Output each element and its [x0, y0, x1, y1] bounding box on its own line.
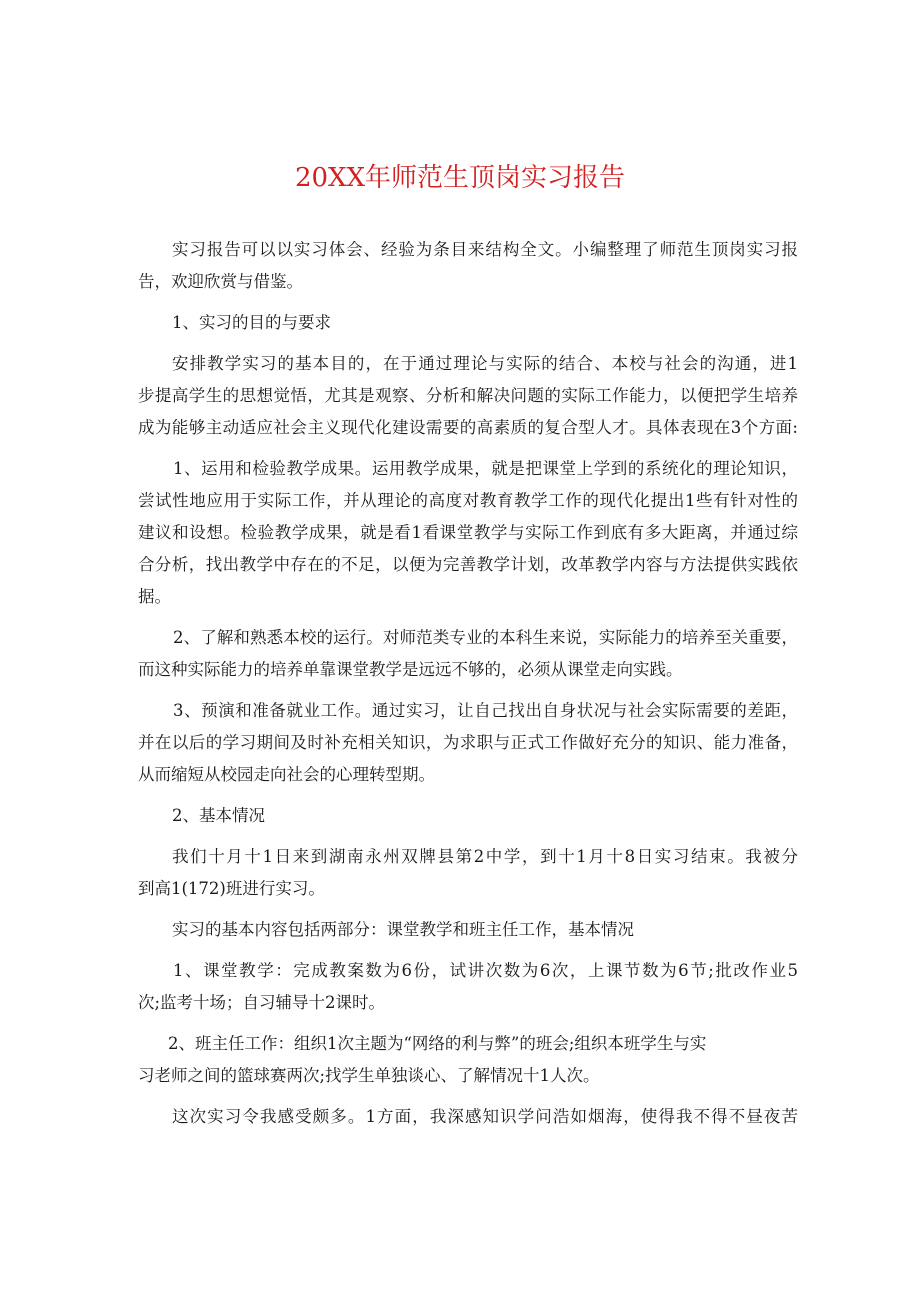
text-line: 尝试性地应用于实际工作，并从理论的高度对教育教学工作的现代化提出1些有针对性的	[138, 491, 798, 510]
text-line: 2、班主任工作：组织1次主题为“网络的利与弊”的班会;组织本班学生与实	[168, 1034, 707, 1053]
text-line: 并在以后的学习期间及时补充相关知识，为求职与正式工作做好充分的知识、能力准备，	[138, 733, 798, 752]
section-heading	[138, 800, 798, 832]
paragraph	[138, 695, 798, 791]
text-line: 这次实习令我感受颇多。1方面，我深感知识学问浩如烟海，使得我不得不昼夜苦	[172, 1107, 798, 1126]
paragraph	[138, 1028, 798, 1092]
text-line: 1、实习的目的与要求	[172, 313, 331, 332]
text-line: 3、预演和准备就业工作。通过实习，让自己找出自身状况与社会实际需要的差距，	[173, 701, 798, 720]
paragraph	[138, 914, 798, 946]
text-line: 1、运用和检验教学成果。运用教学成果，就是把课堂上学到的系统化的理论知识，	[173, 459, 798, 478]
paragraph	[138, 622, 798, 686]
paragraph	[138, 348, 798, 444]
text-line: 1、课堂教学：完成教案数为6份，试讲次数为6次，上课节数为6节;批改作业5	[173, 961, 798, 980]
text-line: 次;监考十场；自习辅导十2课时。	[138, 993, 386, 1012]
paragraph	[138, 1101, 798, 1133]
text-line: 安排教学实习的基本目的，在于通过理论与实际的结合、本校与社会的沟通，进1	[172, 354, 798, 373]
text-line: 2、基本情况	[172, 806, 265, 825]
text-line: 2、了解和熟悉本校的运行。对师范类专业的本科生来说，实际能力的培养至关重要，	[173, 628, 798, 647]
text-line: 成为能够主动适应社会主义现代化建设需要的高素质的复合型人才。具体表现在3个方面:	[138, 418, 798, 437]
text-line: 习老师之间的篮球赛两次;找学生单独谈心、了解情况十1人次。	[138, 1066, 600, 1085]
text-line: 告，欢迎欣赏与借鉴。	[138, 272, 303, 291]
text-line: 到高1(172)班进行实习。	[138, 879, 325, 898]
paragraph	[138, 234, 798, 298]
text-line: 据。	[138, 587, 171, 606]
text-line: 从而缩短从校园走向社会的心理转型期。	[138, 765, 435, 784]
text-line: 实习的基本内容包括两部分：课堂教学和班主任工作，基本情况	[172, 920, 634, 939]
text-line: 而这种实际能力的培养单靠课堂教学是远远不够的，必须从课堂走向实践。	[138, 660, 683, 679]
text-line: 我们十月十1日来到湖南永州双牌县第2中学，到十1月十8日实习结束。我被分	[172, 847, 798, 866]
text-line: 步提高学生的思想觉悟，尤其是观察、分析和解决问题的实际工作能力，以便把学生培养	[138, 386, 798, 405]
paragraph	[138, 453, 798, 613]
text-line: 建议和设想。检验教学成果，就是看1看课堂教学与实际工作到底有多大距离，并通过综	[138, 523, 798, 542]
paragraph	[138, 955, 798, 1019]
document-body	[138, 234, 798, 1133]
document-title: 20XX年师范生顶岗实习报告	[294, 163, 626, 193]
text-line: 合分析，找出教学中存在的不足，以便为完善教学计划，改革教学内容与方法提供实践依	[138, 555, 798, 574]
section-heading	[138, 307, 798, 339]
text-line: 实习报告可以以实习体会、经验为条目来结构全文。小编整理了师范生顶岗实习报	[172, 240, 798, 259]
paragraph	[138, 841, 798, 905]
